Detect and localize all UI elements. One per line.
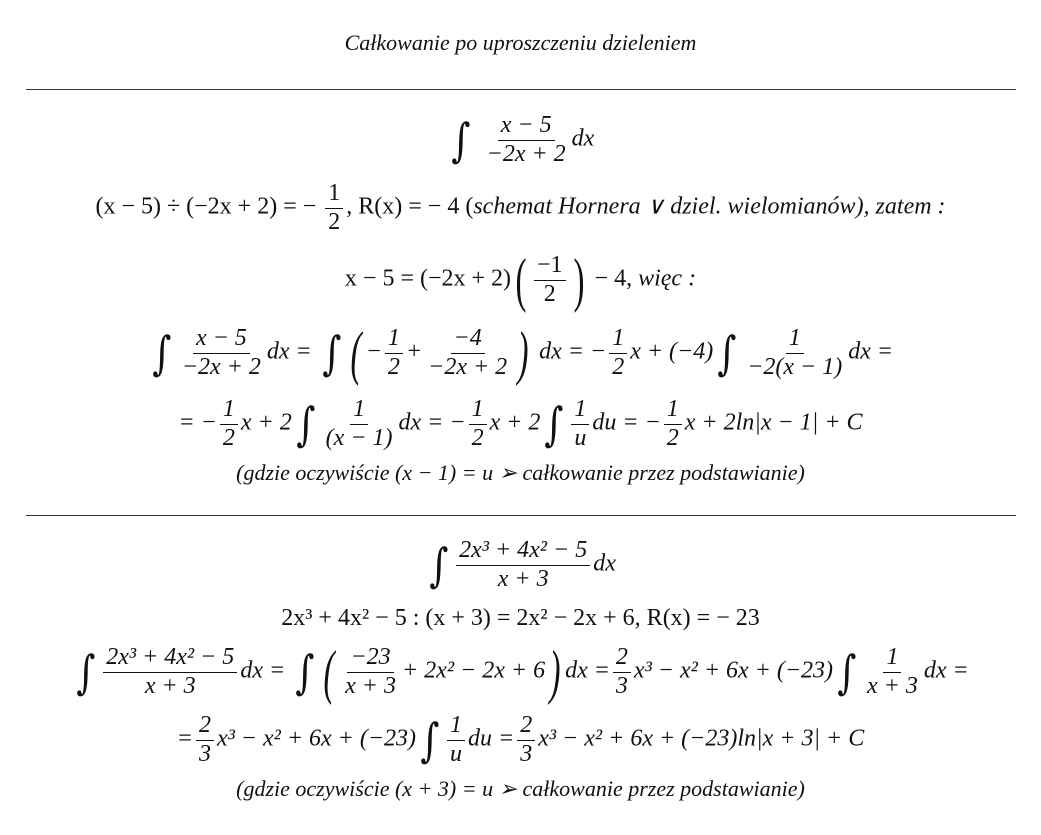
s1-integral-tail: dx	[571, 125, 595, 152]
s2-note: (gdzie oczywiście (x + 3) = u ➢ całkowanie przez podstawianie)	[236, 776, 805, 801]
s1-s1-d-tail: dx = −	[539, 338, 607, 365]
s1-s2-d-num: 1	[571, 396, 589, 425]
s2-s2-c-den: 3	[520, 740, 533, 767]
s1-s2-a-tail: x + 2	[240, 409, 292, 436]
s2-s1-b-den: x + 3	[345, 672, 396, 699]
s2-s2-a-num: 2	[196, 712, 214, 741]
s2-s1-d-den: 3	[615, 672, 628, 699]
s1-id-word: więc :	[638, 265, 697, 292]
s1-id-num: −1	[534, 252, 566, 281]
s2-s2-b-num: 1	[447, 712, 465, 741]
s2-s1-a-num: 2x³ + 4x² − 5	[103, 644, 237, 673]
s2-s2-b-den: u	[450, 740, 463, 767]
s1-div-num: 1	[325, 180, 343, 209]
s1-integral-num: x − 5	[498, 112, 555, 141]
s2-integral-den: x + 3	[497, 565, 549, 592]
s2-s1-b-mid: + 2x² − 2x + 6	[401, 657, 546, 684]
s1-s1-c-den: −2x + 2	[428, 353, 508, 380]
s1-s2-lead: = −	[178, 409, 217, 436]
s1-s1-e-tail: x + (−4)	[630, 338, 714, 365]
s1-id-rhs: − 4,	[588, 265, 639, 292]
s1-id-den: 2	[543, 280, 556, 307]
s1-integral	[0, 112, 1041, 168]
s1-step1: ∫ $\frac{x - 5}{-2x + 2}$ dx = ∫ ( − $\frac{1}{2}$ + $\frac{-4}{-2x + 2}$ ) dx = − $\frac{1}{2}$ x + (−4)∫ $\frac{1}{-2(x - 1)}$ dx =	[152, 320, 894, 386]
s1-note: (gdzie oczywiście (x − 1) = u ➢ całkowanie przez podstawianie)	[236, 460, 805, 485]
page-title: Całkowanie po uproszczeniu dzieleniem	[344, 30, 697, 55]
s2-s2-a-den: 3	[198, 740, 211, 767]
s2-division: 2x³ + 4x² − 5 : (x + 3) = 2x² − 2x + 6, R(x) = − 23	[281, 605, 760, 631]
integral-sign: ∫	[451, 113, 471, 168]
s1-s2-b-den: (x − 1)	[325, 424, 393, 451]
s1-s1-c-num: −4	[451, 325, 485, 354]
s1-s1-e-num: 1	[609, 325, 627, 354]
s1-div-end: ), zatem :	[855, 193, 946, 220]
s2-integral: ∫ $\frac{\text{2x³ + 4x² − 5}}{x + 3}$ dx	[429, 537, 616, 593]
s2-s1-e-den: x + 3	[867, 672, 918, 699]
s1-s2-a-num: 1	[220, 396, 238, 425]
s2-s1-e-tail: dx =	[923, 657, 969, 684]
s2-s2-c-tail: x³ − x² + 6x + (−23)ln|x + 3| + C	[538, 725, 865, 752]
s1-s1-e-den: 2	[612, 353, 625, 380]
s1-division	[0, 180, 1041, 236]
s2-s1-a-den: x + 3	[144, 672, 196, 699]
s2-s1-b-num: −23	[347, 644, 393, 673]
s1-s1-a-num: x − 5	[193, 325, 250, 354]
s1-s1-plus: +	[405, 338, 423, 365]
s2-s1-e-num: 1	[883, 644, 901, 673]
s1-s1-b-num: 1	[385, 325, 403, 354]
s2-s2-b-tail: du =	[468, 725, 515, 752]
s1-div-note: schemat Hornera ∨ dziel. wielomianów	[473, 193, 856, 220]
s1-s2-c-den: 2	[471, 424, 484, 451]
s1-step2: = − $\frac{1}{2}$ x + 2∫ $\frac{1}{(x - 1)}$ dx = − $\frac{1}{2}$ x + 2∫ $\frac{1}{u}$ du = − $\frac{1}{2}$ x + 2ln|x − 1| + C	[178, 396, 863, 452]
s1-s2-c-tail: x + 2	[489, 409, 541, 436]
s2-integral-num: 2x³ + 4x² − 5	[456, 537, 590, 566]
s1-s1-f-den: −2(x − 1)	[747, 353, 843, 380]
divider-middle	[26, 515, 1016, 516]
s1-s1-a-tail: dx =	[266, 338, 312, 365]
divider-top	[26, 89, 1016, 90]
s2-step2: = $\frac{2}{3}$ x³ − x² + 6x + (−23)∫ $\frac{1}{u}$ du = $\frac{2}{3}$ x³ − x² + 6x + (−23)ln|x + 3| + C	[176, 712, 865, 768]
s2-integral-tail: dx	[593, 550, 616, 577]
s1-div-den: 2	[328, 208, 341, 235]
s1-s2-e-den: 2	[666, 424, 679, 451]
s2-step1: ∫ $\frac{\text{2x³ + 4x² − 5}}{x + 3}$ dx = ∫ ( $\frac{-23}{x + 3}$ + 2x² − 2x + 6) dx = $\frac{2}{3}$ x³ − x² + 6x + (−23)∫ $\frac{1}{x + 3}$ dx =	[76, 639, 969, 705]
s1-s2-b-num: 1	[350, 396, 368, 425]
s2-s2-a-tail: x³ − x² + 6x + (−23)	[216, 725, 417, 752]
s1-s2-d-den: u	[574, 424, 587, 451]
s1-s2-c-num: 1	[469, 396, 487, 425]
s2-s2-lead: =	[176, 725, 193, 752]
s1-div-lhs: (x − 5) ÷ (−2x + 2) = −	[95, 193, 317, 220]
s2-s1-d-tail: x³ − x² + 6x + (−23)	[633, 657, 834, 684]
s1-div-rest: , R(x) = − 4 (	[346, 193, 474, 220]
s1-s2-e-tail: x + 2ln|x − 1| + C	[684, 409, 863, 436]
s1-s1-f-num: 1	[786, 325, 804, 354]
s2-s2-c-num: 2	[517, 712, 535, 741]
s1-s2-e-num: 1	[664, 396, 682, 425]
s1-s1-f-tail: dx =	[848, 338, 894, 365]
s2-s1-a-tail: dx =	[240, 657, 286, 684]
s1-s2-d-tail: du = −	[592, 409, 661, 436]
s2-s1-c-tail: dx =	[565, 657, 610, 684]
s1-s1-b-den: 2	[387, 353, 400, 380]
s1-s2-b-tail: dx = −	[398, 409, 466, 436]
s1-integral-den: −2x + 2	[486, 140, 566, 167]
s1-identity: x − 5 = (−2x + 2)( $\frac{-1}{2}$ ) − 4, więc :	[344, 247, 697, 313]
s1-id-lhs: x − 5 = (−2x + 2)	[344, 265, 512, 292]
s2-s1-d-num: 2	[613, 644, 631, 673]
s1-s2-a-den: 2	[222, 424, 235, 451]
s1-s1-a-den: −2x + 2	[181, 353, 261, 380]
